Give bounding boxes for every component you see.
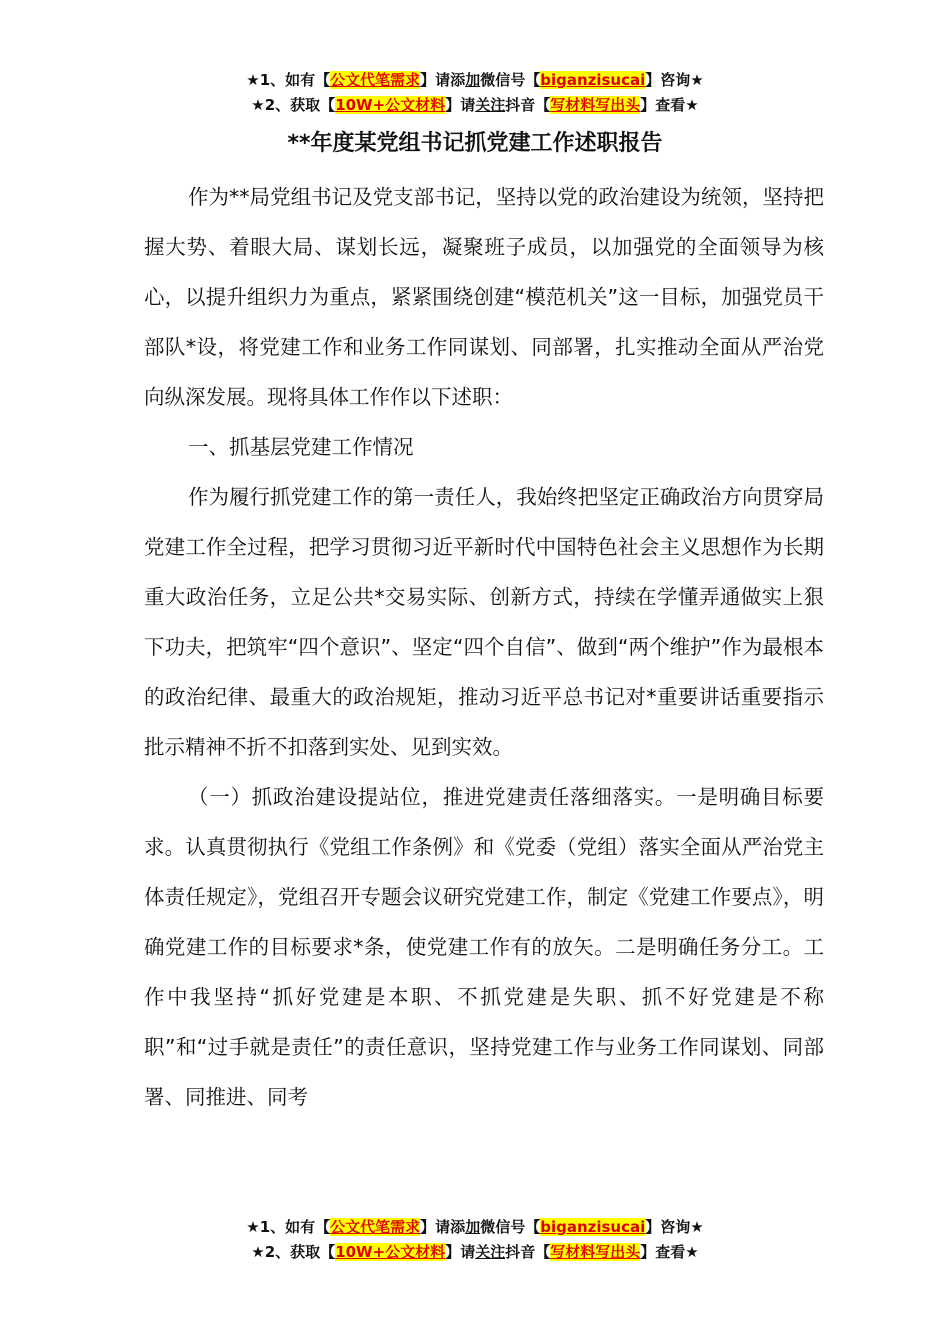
document-body: [144, 172, 824, 1122]
paragraph: 作为履行抓党建工作的第一责任人，我始终把坚定正确政治方向贯穿局党建工作全过程，把学习贯彻习近平新时代中国特色社会主义思想作为长期重大政治任务，立足公共*交易实际、创新方式，持续在学懂弄通做实上狠下功夫，把筑牢“四个意识”、坚定“四个自信”、做到“两个维护”作为最根本的政治纪律、最重大的政治规矩，推动习近平总书记对*重要讲话重要指示批示精神不折不扣落到实处、见到实效。: [144, 485, 824, 759]
douyin-account: 写材料写出头: [550, 1243, 641, 1261]
promo-highlight: 公文代笔需求: [330, 1218, 421, 1236]
promo-line-1: ★1、如有【公文代笔需求】请添加微信号【biganzisucai】咨询★: [246, 71, 704, 89]
document-title: **年度某党组书记抓党建工作述职报告: [287, 131, 663, 156]
wechat-id: biganzisucai: [540, 1218, 646, 1236]
promo-line-1: ★1、如有【公文代笔需求】请添加微信号【biganzisucai】咨询★: [246, 1218, 704, 1236]
promo-highlight: 10W+公文材料: [335, 96, 446, 114]
douyin-account: 写材料写出头: [550, 96, 641, 114]
promo-line-2: ★2、获取【10W+公文材料】请关注抖音【写材料写出头】查看★: [251, 1243, 699, 1261]
paragraph: 作为**局党组书记及党支部书记，坚持以党的政治建设为统领，坚持把握大势、着眼大局、谋划长远，凝聚班子成员，以加强党的全面领导为核心，以提升组织力为重点，紧紧围绕创建“模范机关”这一目标，加强党员干部队*设，将党建工作和业务工作同谋划、同部署，扎实推动全面从严治党向纵深发展。现将具体工作作以下述职：: [144, 185, 824, 409]
promo-highlight: 公文代笔需求: [330, 71, 421, 89]
section-heading: 一、抓基层党建工作情况: [188, 435, 414, 459]
paragraph: （一）抓政治建设提站位，推进党建责任落细落实。一是明确目标要求。认真贯彻执行《党组工作条例》和《党委（党组）落实全面从严治党主体责任规定》，党组召开专题会议研究党建工作，制定《党建工作要点》，明确党建工作的目标要求*条，使党建工作有的放矢。二是明确任务分工。工作中我坚持“抓好党建是本职、不抓党建是失职、抓不好党建是不称职”和“过手就是责任”的责任意识，坚持党建工作与业务工作同谋划、同部署、同推进、同考: [144, 785, 824, 1109]
promo-banner-bottom: [0, 1215, 950, 1265]
promo-banner-top: [0, 68, 950, 118]
promo-highlight: 10W+公文材料: [335, 1243, 446, 1261]
promo-line-2: ★2、获取【10W+公文材料】请关注抖音【写材料写出头】查看★: [251, 96, 699, 114]
wechat-id: biganzisucai: [540, 71, 646, 89]
